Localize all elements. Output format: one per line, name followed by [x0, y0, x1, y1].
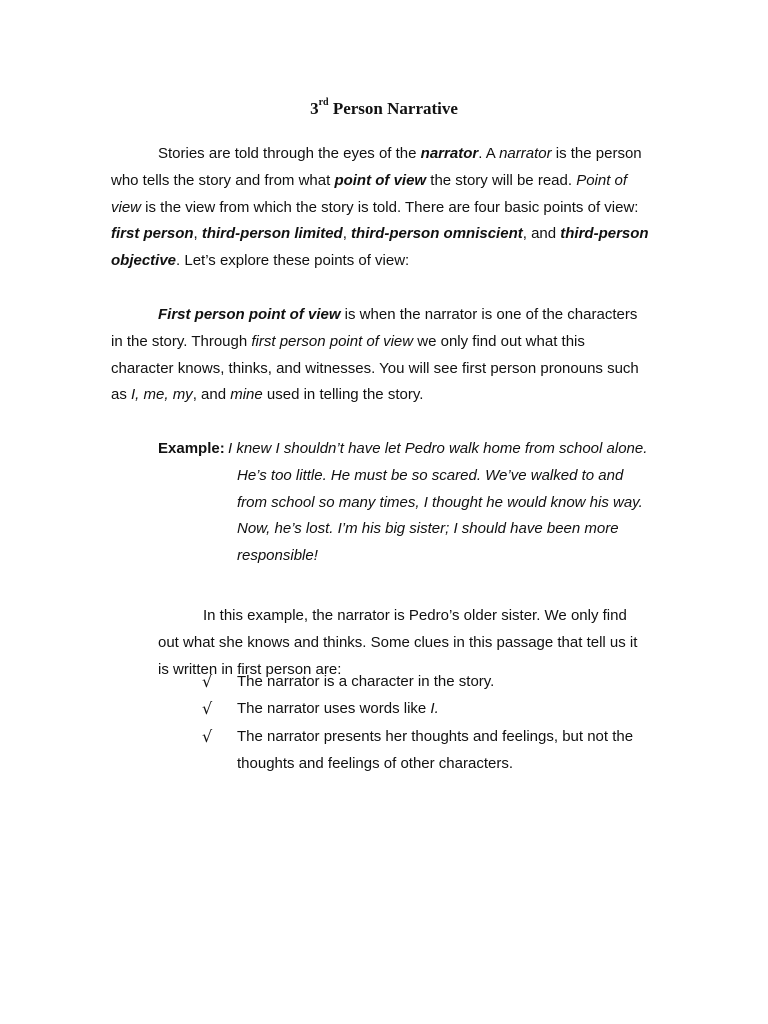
intro-first-person: first person — [111, 225, 194, 243]
intro-third-objective: third-person objective — [111, 225, 649, 270]
first-person-text-4: used in telling the story. — [262, 386, 424, 404]
intro-and: , and — [522, 225, 561, 243]
intro-text-6: . Let’s explore these points of view: — [176, 252, 410, 270]
list-item — [200, 669, 660, 696]
intro-comma-1: , — [193, 225, 202, 243]
intro-third-limited: third-person limited — [201, 225, 343, 243]
intro-narrator-italic: narrator — [499, 145, 552, 162]
page-title — [0, 99, 768, 119]
clue-text: The narrator uses words like — [237, 700, 431, 718]
analysis-text: In this example, the narrator is Pedro’s older sister. We only find out what she knows and thinks. Some clues in this passage that tell us it is written in first person are: — [158, 607, 638, 678]
intro-narrator-term: narrator — [420, 145, 479, 162]
intro-pov-term: point of view — [334, 171, 427, 189]
example-label: Example: — [158, 440, 225, 457]
intro-pov-italic: Point of view — [111, 171, 628, 216]
list-item — [200, 724, 660, 778]
check-mark-icon: √ — [202, 726, 213, 746]
intro-text-2: . A — [478, 145, 500, 162]
first-person-text-1: is when the narrator is one of the characters in the story. Through — [111, 306, 638, 350]
intro-text-1: Stories are told through the eyes of the — [158, 145, 421, 162]
intro-third-omniscient: third-person omniscient — [351, 225, 523, 243]
clue-italic: I. — [430, 700, 439, 718]
first-person-term-italic: first person point of view — [251, 332, 414, 350]
title-superscript: rd — [318, 97, 329, 109]
intro-text-4: the story will be read. — [426, 171, 577, 189]
check-mark-icon: √ — [202, 672, 213, 691]
first-person-term: First person point of view — [158, 306, 341, 323]
intro-paragraph — [111, 141, 651, 275]
title-text: Person Narrative — [328, 99, 458, 118]
clue-text: The narrator presents her thoughts and feelings, but not the thoughts and feelings of other characters. — [237, 727, 634, 772]
example-line-rest: He’s too little. He must be so scared. We’ve walked to and from school so many times, I thought he would know his way. Now, he’s lost. I’m his big sister; I should have been more responsible! — [237, 466, 643, 565]
clue-text: The narrator is a character in the story. — [237, 673, 495, 690]
intro-text-3: is the person who tells the story and from what — [111, 145, 642, 189]
intro-text-5: is the view from which the story is told. There are four basic points of view: — [141, 198, 639, 216]
first-person-text-2: we only find out what this character knows, thinks, and witnesses. You will see first person pronouns such as — [111, 332, 639, 404]
first-person-text-3: , and — [192, 386, 231, 404]
check-mark-icon: √ — [202, 699, 213, 719]
example-line-1: I knew I shouldn’t have let Pedro walk home from school alone. — [228, 440, 648, 457]
title-number: 3 — [310, 99, 319, 118]
first-person-mine: mine — [230, 386, 263, 404]
first-person-pronouns: I, me, my — [131, 386, 193, 404]
intro-comma-2: , — [342, 225, 352, 243]
clue-list — [200, 669, 660, 778]
list-item — [200, 696, 660, 723]
first-person-paragraph — [111, 302, 651, 409]
